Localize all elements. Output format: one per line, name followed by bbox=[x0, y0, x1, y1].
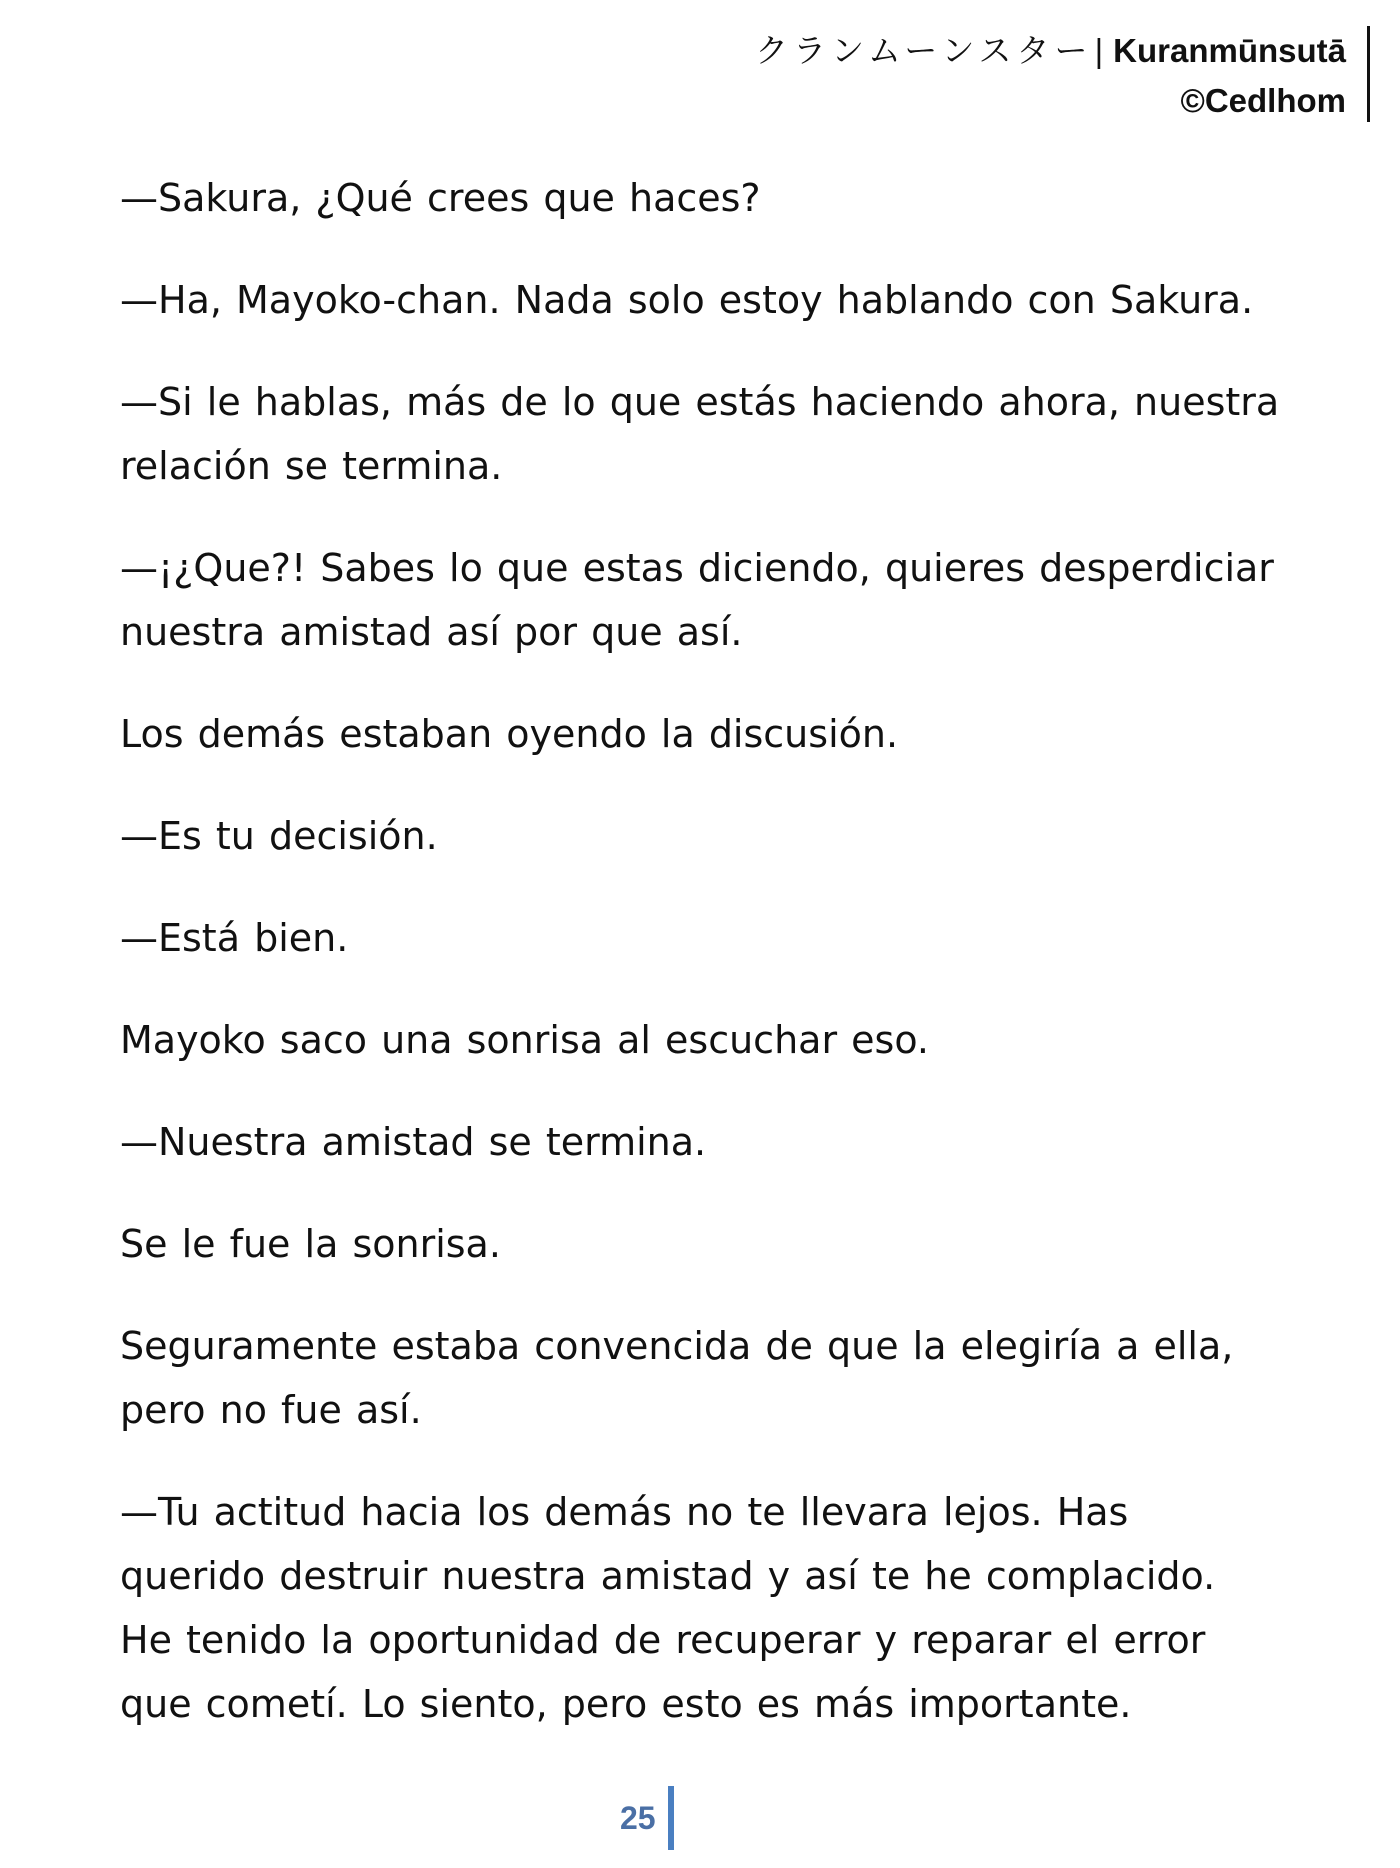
header-title-line bbox=[755, 30, 1346, 72]
running-header bbox=[470, 26, 1370, 122]
paragraph: Los demás estaban oyendo la discusión. bbox=[120, 712, 899, 756]
header-title-jp: クランムーンスター bbox=[755, 31, 1093, 70]
paragraph: Se le fue la sonrisa. bbox=[120, 1222, 501, 1266]
paragraph: —Es tu decisión. bbox=[120, 814, 438, 858]
header-vertical-rule bbox=[1367, 26, 1370, 122]
paragraph: —Ha, Mayoko-chan. Nada solo estoy hablando con Sakura. bbox=[120, 278, 1254, 322]
page-body bbox=[120, 166, 1280, 1774]
header-title-romaji: Kuranmūnsutā bbox=[1113, 32, 1346, 69]
paragraph: —Si le hablas, más de lo que estás haciendo ahora, nuestra relación se termina. bbox=[120, 380, 1280, 488]
paragraph: —Nuestra amistad se termina. bbox=[120, 1120, 707, 1164]
header-separator: | bbox=[1094, 32, 1104, 69]
header-copyright: ©Cedlhom bbox=[1180, 82, 1346, 119]
paragraph: Mayoko saco una sonrisa al escuchar eso. bbox=[120, 1018, 929, 1062]
paragraph: Seguramente estaba convencida de que la elegiría a ella, pero no fue así. bbox=[120, 1324, 1234, 1432]
paragraph: —¡¿Que?! Sabes lo que estas diciendo, quieres desperdiciar nuestra amistad así por que así. bbox=[120, 546, 1274, 654]
footer-vertical-rule bbox=[668, 1786, 674, 1850]
paragraph: —Está bien. bbox=[120, 916, 349, 960]
page-number: 25 bbox=[620, 1799, 656, 1836]
paragraph: —Tu actitud hacia los demás no te llevara lejos. Has querido destruir nuestra amistad y así te he complacido. He tenido la oportunidad de recuperar y reparar el error que cometí. Lo siento, pero esto es más importante. bbox=[120, 1490, 1216, 1726]
paragraph: —Sakura, ¿Qué crees que haces? bbox=[120, 176, 761, 220]
page-footer bbox=[620, 1786, 674, 1850]
